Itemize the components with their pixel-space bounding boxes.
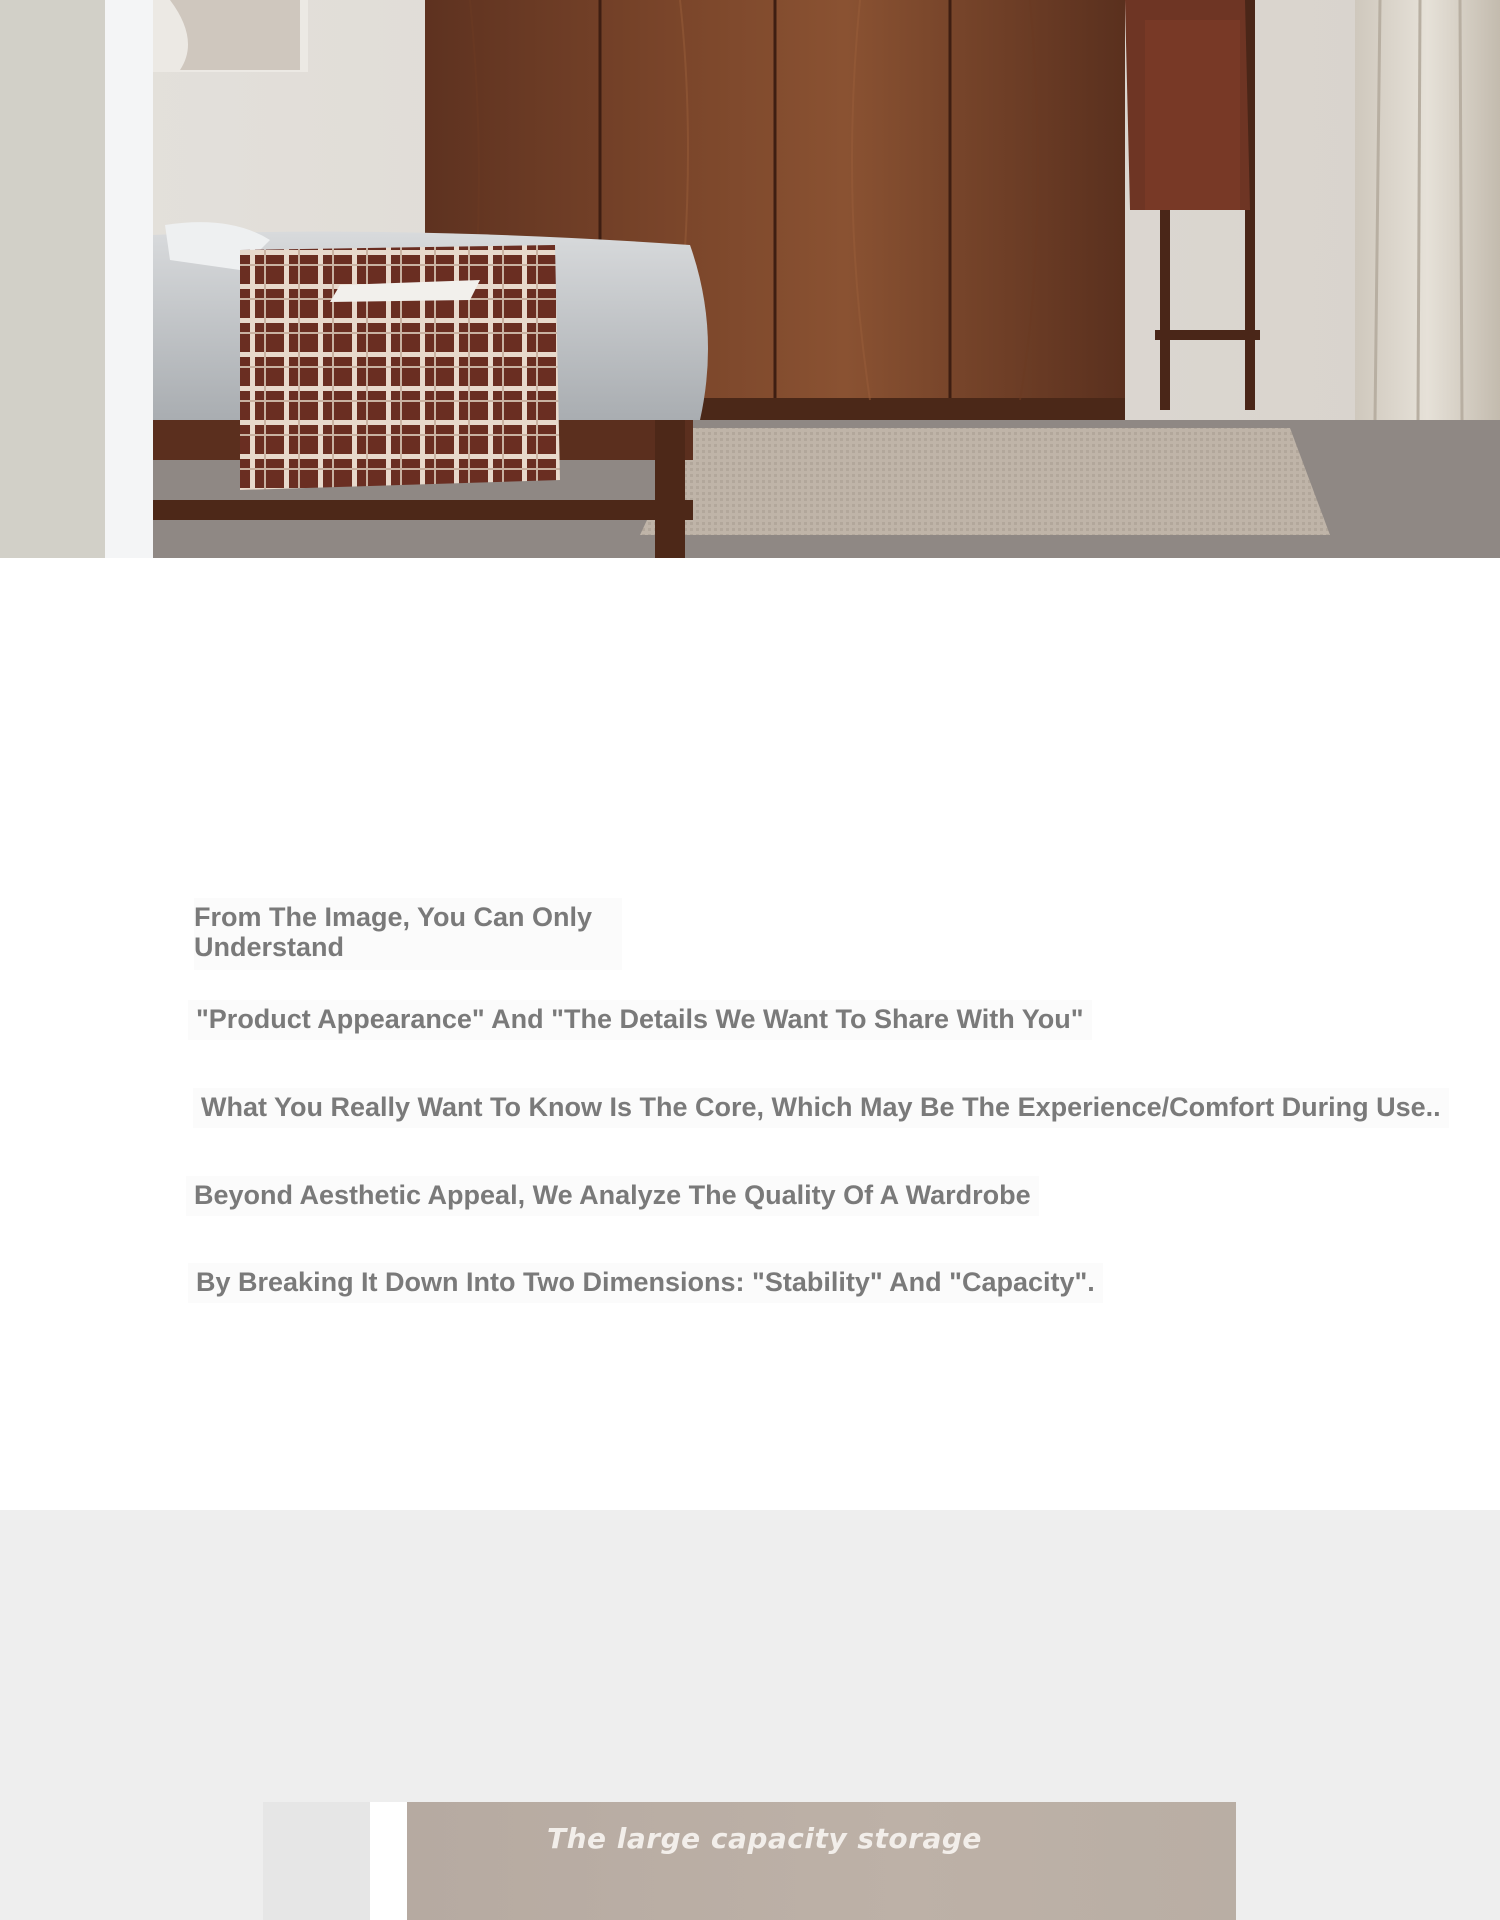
preview-caption: The large capacity storage <box>547 1822 982 1855</box>
intro-line-5: By Breaking It Down Into Two Dimensions: "Stability" And "Capacity". <box>188 1263 1103 1303</box>
hero-image <box>0 0 1500 558</box>
intro-line-1: From The Image, You Can Only Understand <box>194 898 622 970</box>
intro-line-4: Beyond Aesthetic Appeal, We Analyze The Quality Of A Wardrobe <box>186 1176 1039 1216</box>
preview-panel <box>407 1802 1236 1920</box>
capacity-section <box>0 1510 1500 1920</box>
capacity-product-image <box>263 1802 1236 1920</box>
intro-text-section <box>0 558 1500 1510</box>
intro-line-2: "Product Appearance" And "The Details We Want To Share With You" <box>188 1000 1092 1040</box>
bedroom-scene-illustration <box>0 0 1500 558</box>
intro-line-3: What You Really Want To Know Is The Core, Which May Be The Experience/Comfort During Use.. <box>193 1088 1449 1128</box>
preview-divider <box>370 1802 407 1920</box>
